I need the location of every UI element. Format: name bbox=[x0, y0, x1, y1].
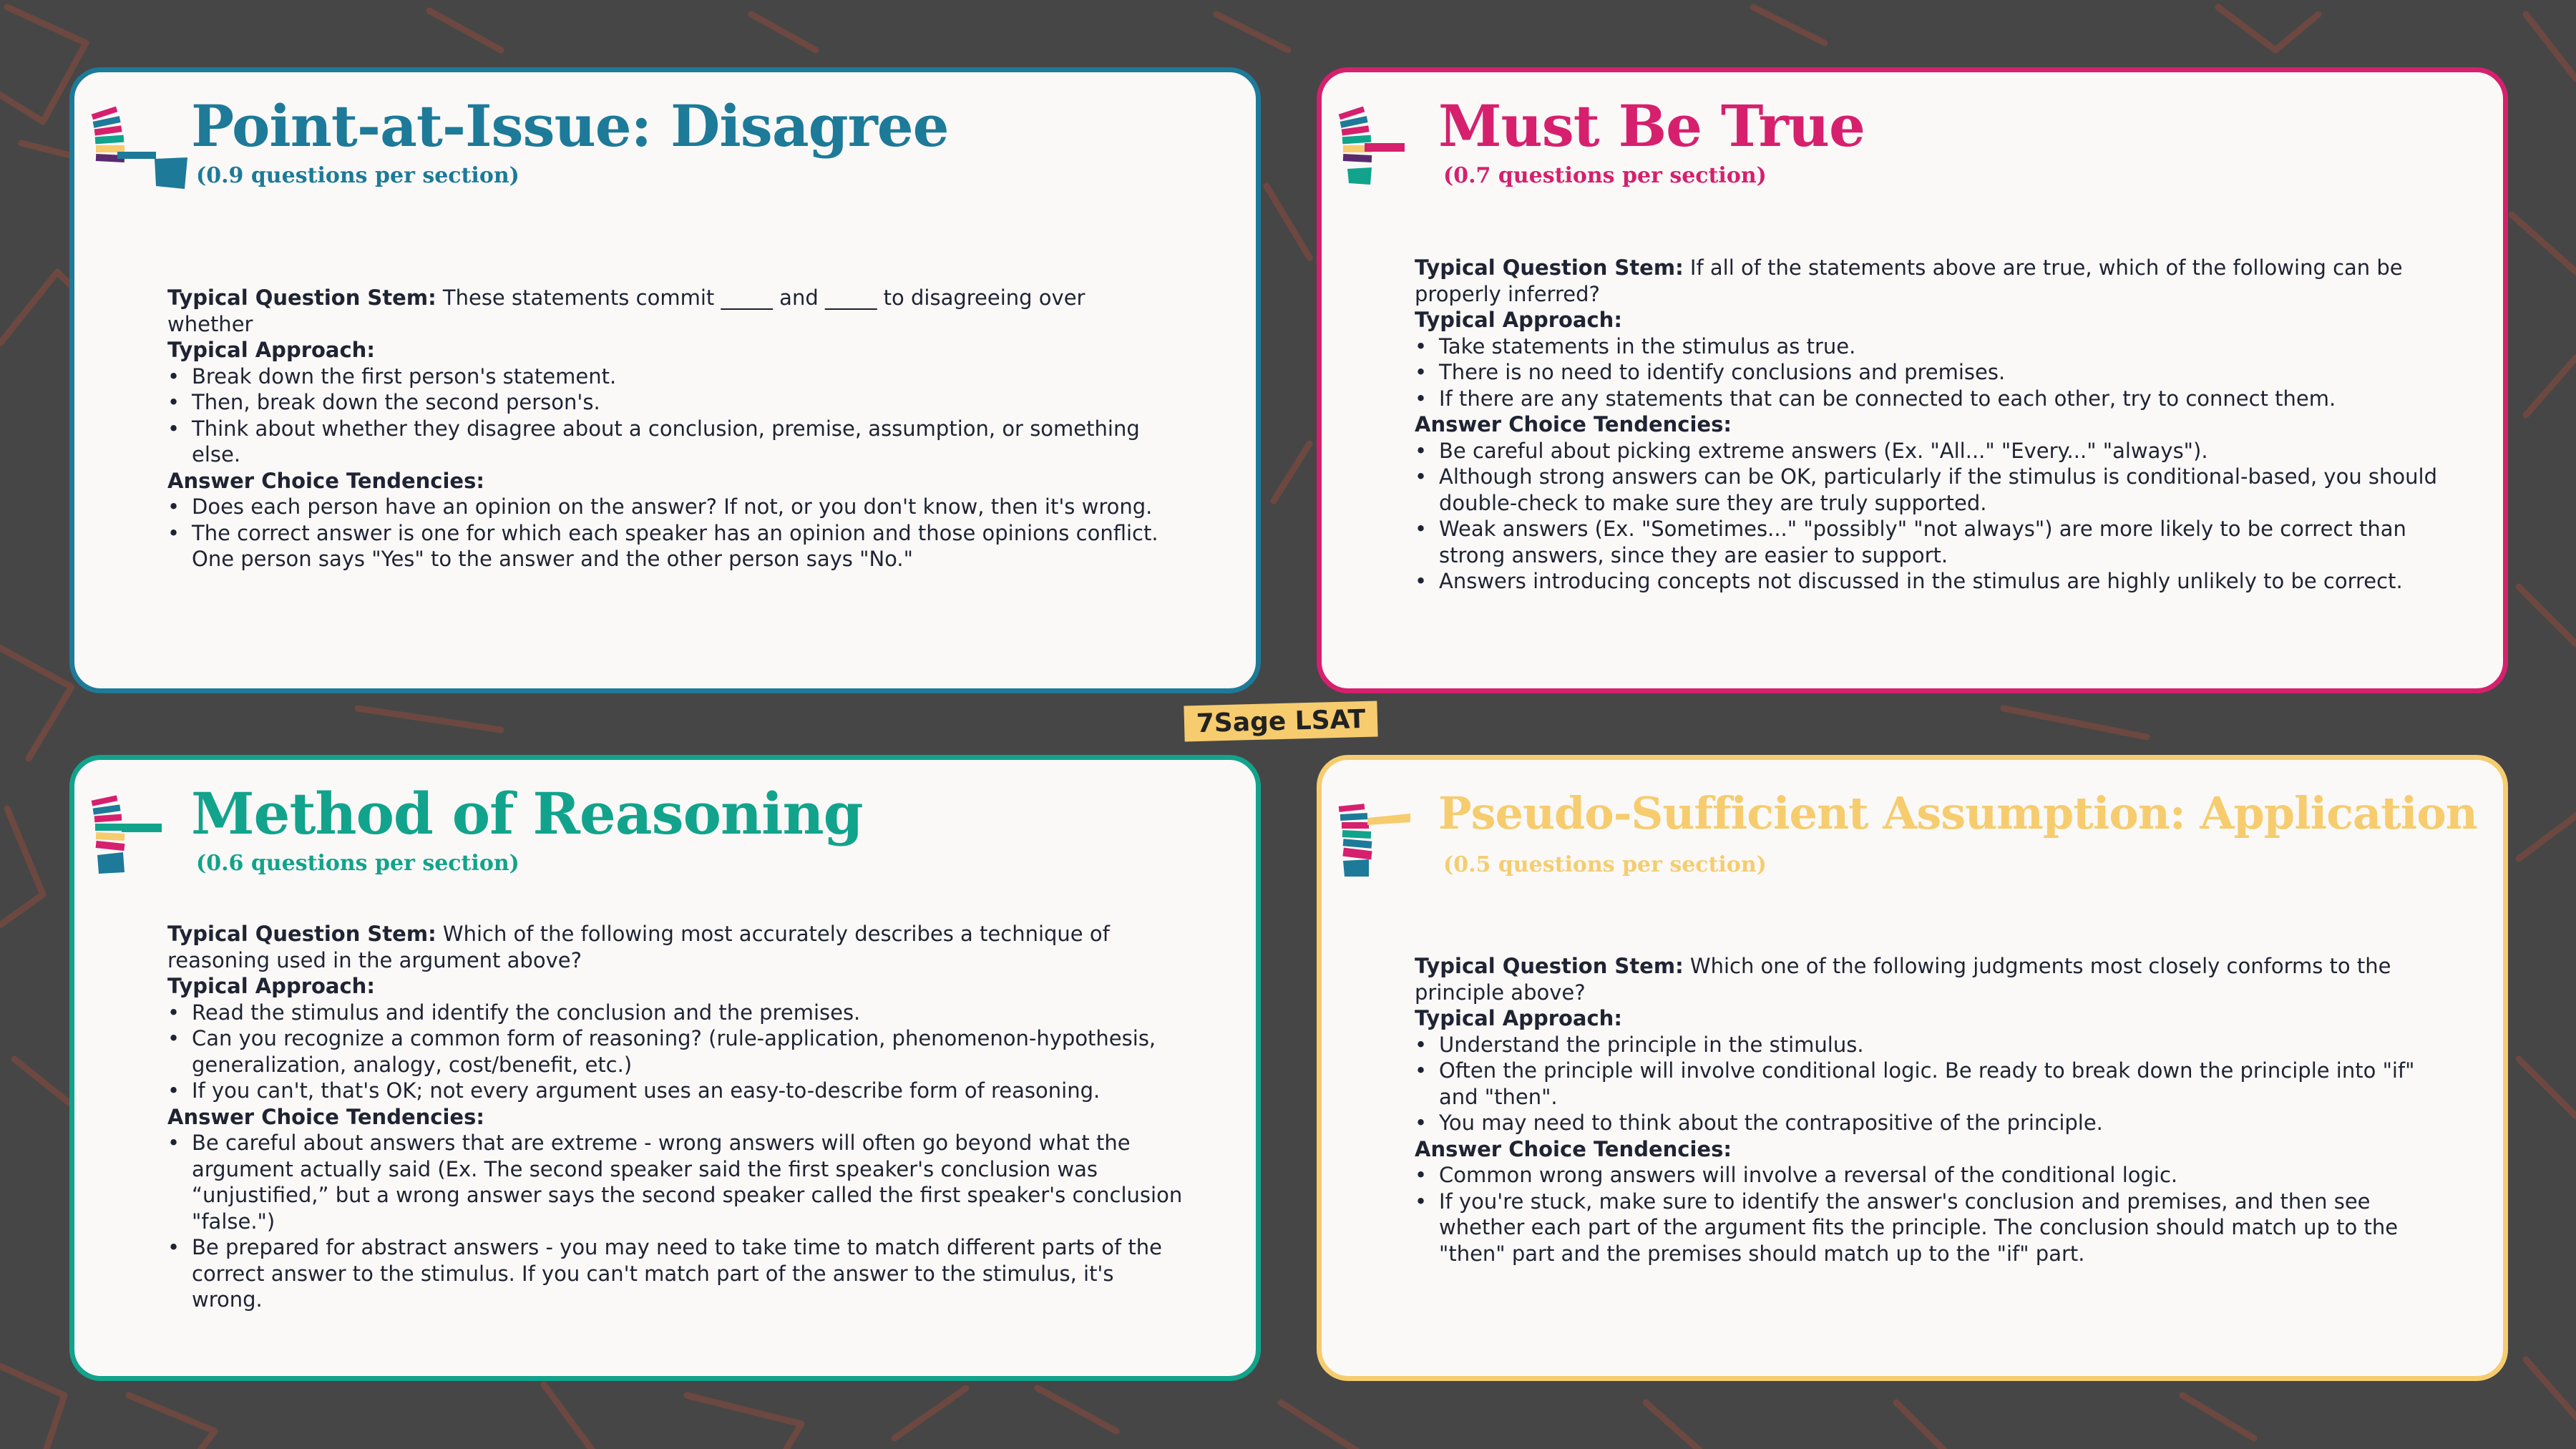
tendencies-list bbox=[1415, 438, 2445, 595]
tendencies-label: Answer Choice Tendencies: bbox=[1415, 412, 1732, 436]
tendency-item: • Be prepared for abstract answers - you may need to take time to match different parts of the correct answer to the stimulus. If you can't match part of the answer to the stimulus, it's wrong. bbox=[167, 1234, 1191, 1313]
stem-text: Which one of the following judgments most closely conforms to the principle above? bbox=[1415, 954, 2391, 1005]
stem-label: Typical Question Stem: bbox=[1415, 954, 1684, 978]
approach-item: • Can you recognize a common form of reasoning? (rule-application, phenomenon-hypothesis, generalization, analogy, cost/benefit, etc.) bbox=[167, 1025, 1191, 1078]
card-title: Pseudo-Sufficient Assumption: Application bbox=[1438, 787, 2477, 839]
approach-item: • Break down the first person's statement. bbox=[167, 364, 1169, 390]
approach-list bbox=[1415, 1032, 2431, 1136]
tendency-item: • Be careful about answers that are extreme - wrong answers will often go beyond what the argument actually said (Ex. The second speaker said the first speaker's conclusion was “unjustified,” but a wrong answer says the second speaker called the first speaker's conclusion "false.") bbox=[167, 1130, 1191, 1234]
approach-list bbox=[167, 364, 1169, 468]
stem-text: These statements commit _____ and _____ to disagreeing over whether bbox=[167, 286, 1085, 336]
card-title: Must Be True bbox=[1438, 92, 1865, 160]
approach-item: • You may need to think about the contrapositive of the principle. bbox=[1415, 1110, 2431, 1136]
tendencies-list bbox=[167, 494, 1169, 572]
card-subtitle: (0.7 questions per section) bbox=[1443, 163, 1767, 188]
card-logo-icon bbox=[89, 104, 189, 197]
card-body bbox=[167, 285, 1169, 572]
card-logo-icon bbox=[89, 792, 189, 885]
card-body bbox=[1415, 953, 2431, 1267]
tendency-item: • The correct answer is one for which each speaker has an opinion and those opinions conflict. One person says "Yes" to the answer and the other person says "No." bbox=[167, 520, 1169, 572]
tendencies-list bbox=[1415, 1162, 2431, 1267]
card-must-be-true bbox=[1317, 67, 2508, 693]
card-body bbox=[1415, 255, 2445, 595]
tendency-item: • Common wrong answers will involve a reversal of the conditional logic. bbox=[1415, 1162, 2431, 1189]
card-logo-icon bbox=[1336, 792, 1436, 885]
approach-item: • If there are any statements that can be connected to each other, try to connect them. bbox=[1415, 386, 2445, 412]
card-body bbox=[167, 921, 1191, 1313]
card-logo-icon bbox=[1336, 104, 1436, 197]
card-point-at-issue bbox=[69, 67, 1261, 693]
approach-item: • If you can't, that's OK; not every argument uses an easy-to-describe form of reasoning. bbox=[167, 1078, 1191, 1104]
tendency-item: • Answers introducing concepts not discussed in the stimulus are highly unlikely to be correct. bbox=[1415, 568, 2445, 595]
tendency-item: • Does each person have an opinion on the answer? If not, or you don't know, then it's wrong. bbox=[167, 494, 1169, 520]
stem-label: Typical Question Stem: bbox=[167, 286, 436, 310]
tendency-item: • Weak answers (Ex. "Sometimes..." "possibly" "not always") are more likely to be correct than strong answers, since they are easier to support. bbox=[1415, 516, 2445, 568]
stem-text: Which of the following most accurately describes a technique of reasoning used in the argument above? bbox=[167, 922, 1110, 972]
approach-label: Typical Approach: bbox=[167, 974, 375, 998]
question-stem bbox=[1415, 255, 2445, 307]
approach-item: • Take statements in the stimulus as true. bbox=[1415, 333, 2445, 360]
card-subtitle: (0.5 questions per section) bbox=[1443, 852, 1767, 877]
card-pseudo-sufficient-assumption bbox=[1317, 755, 2508, 1381]
card-title: Method of Reasoning bbox=[191, 780, 863, 847]
question-stem bbox=[167, 921, 1191, 973]
tendencies-label: Answer Choice Tendencies: bbox=[167, 1104, 484, 1129]
tendencies-list bbox=[167, 1130, 1191, 1313]
approach-label: Typical Approach: bbox=[1415, 308, 1622, 332]
brand-logo: 7Sage LSAT bbox=[1184, 701, 1377, 741]
question-stem bbox=[167, 285, 1169, 337]
tendencies-label: Answer Choice Tendencies: bbox=[1415, 1136, 1732, 1161]
card-subtitle: (0.6 questions per section) bbox=[196, 851, 519, 876]
card-method-of-reasoning bbox=[69, 755, 1261, 1381]
stem-label: Typical Question Stem: bbox=[1415, 255, 1684, 280]
approach-item: • Then, break down the second person's. bbox=[167, 389, 1169, 416]
approach-list bbox=[1415, 333, 2445, 412]
card-subtitle: (0.9 questions per section) bbox=[196, 163, 519, 188]
approach-list bbox=[167, 1000, 1191, 1104]
approach-item: • Often the principle will involve conditional logic. Be ready to break down the principle into "if" and "then". bbox=[1415, 1058, 2431, 1110]
tendency-item: • Be careful about picking extreme answers (Ex. "All..." "Every..." "always"). bbox=[1415, 438, 2445, 464]
approach-item: • Understand the principle in the stimulus. bbox=[1415, 1032, 2431, 1058]
stem-label: Typical Question Stem: bbox=[167, 922, 436, 946]
question-stem bbox=[1415, 953, 2431, 1005]
tendency-item: • If you're stuck, make sure to identify the answer's conclusion and premises, and then see whether each part of the argument fits the principle. The conclusion should match up to the "then" part and the premises should match up to the "if" part. bbox=[1415, 1189, 2431, 1267]
card-title: Point-at-Issue: Disagree bbox=[191, 92, 949, 160]
approach-item: • Read the stimulus and identify the conclusion and the premises. bbox=[167, 1000, 1191, 1026]
stem-text: If all of the statements above are true, which of the following can be properly inferred? bbox=[1415, 255, 2403, 306]
approach-label: Typical Approach: bbox=[167, 338, 375, 362]
approach-label: Typical Approach: bbox=[1415, 1006, 1622, 1030]
approach-item: • Think about whether they disagree about a conclusion, premise, assumption, or something else. bbox=[167, 416, 1169, 468]
tendency-item: • Although strong answers can be OK, particularly if the stimulus is conditional-based, you should double-check to make sure they are truly supported. bbox=[1415, 464, 2445, 516]
approach-item: • There is no need to identify conclusions and premises. bbox=[1415, 359, 2445, 386]
tendencies-label: Answer Choice Tendencies: bbox=[167, 468, 484, 493]
